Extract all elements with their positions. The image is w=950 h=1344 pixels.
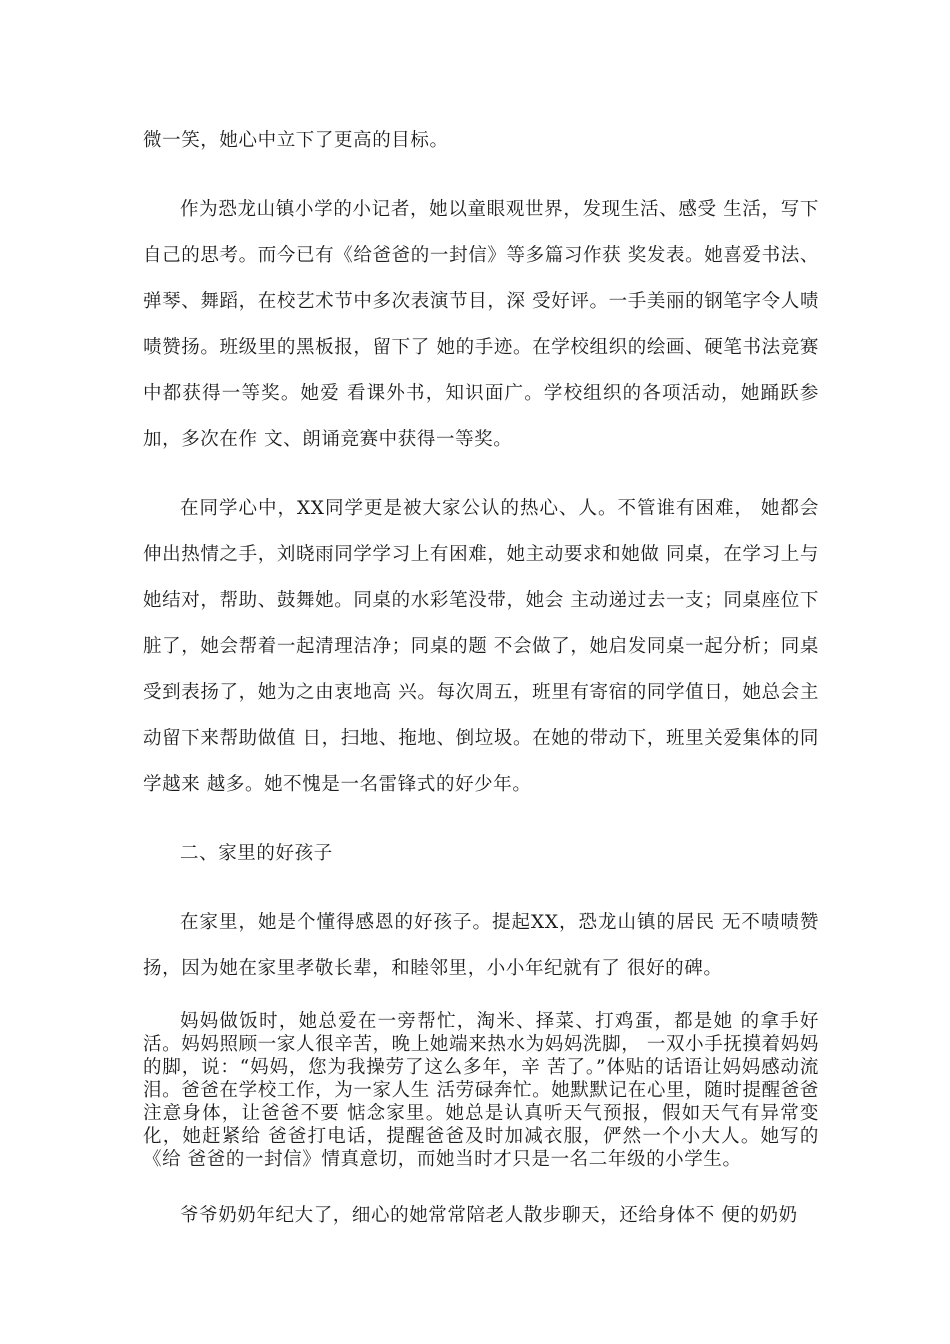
paragraph-2: 作为恐龙山镇小学的小记者，她以童眼观世界，发现生活、感受 生活，写下自己的思考。而今已有《给爸爸的一封信》等多篇习作获 奖发表。她喜爱书法、弹琴、舞蹈，在校艺术节中多次表演节目，深 受好评。一手美丽的钢笔字令人啧啧赞扬。班级里的黑板报，留下了 她的手迹。在学校组织的绘画、硬笔书法竞赛中都获得一等奖。她爱 看课外书，知识面广。学校组织的各项活动，她踊跃参加，多次在作 文、朗诵竞赛中获得一等奖。 [143,199,819,450]
paragraph-1: 微一笑，她心中立下了更高的目标。 [143,130,449,151]
paragraph-3: 在同学心中，XX同学更是被大家公认的热心、人。不管谁有困难， 她都会伸出热情之手，刘晓雨同学学习上有困难，她主动要求和她做 同桌，在学习上与她结对，帮助、鼓舞她。同桌的水彩笔没带，她会 主动递过去一支；同桌座位下脏了，她会帮着一起清理洁净；同桌的题 不会做了，她启发同桌一起分析；同桌受到表扬了，她为之由衷地高 兴。每次周五，班里有寄宿的同学值日，她总会主动留下来帮助做值 日，扫地、拖地、倒垃圾。在她的带动下，班里关爱集体的同学越来 越多。她不愧是一名雷锋式的好少年。 [143,498,819,795]
paragraph-5: 妈妈做饭时，她总爱在一旁帮忙，淘米、择菜、打鸡蛋，都是她 的拿手好活。妈妈照顾一家人很辛苦，晚上她端来热水为妈妈洗脚， 一双小手抚摸着妈妈的脚，说：“妈妈，您为我操劳了这么多年，辛 苦了。”体贴的话语让妈妈感动流泪。爸爸在学校工作，为一家人生 活劳碌奔忙。她默默记在心里，随时提醒爸爸注意身体，让爸爸不要 惦念家里。她总是认真听天气预报，假如天气有异常变化，她赶紧给 爸爸打电话，提醒爸爸及时加减衣服，俨然一个小大人。她写的《给 爸爸的一封信》情真意切，而她当时才只是一名二年级的小学生。 [143,1011,819,1170]
paragraph-6: 爷爷奶奶年纪大了，细心的她常常陪老人散步聊天，还给身体不 便的奶奶 [180,1205,798,1226]
document-page [143,118,819,1239]
paragraph-4: 在家里，她是个懂得感恩的好孩子。提起XX，恐龙山镇的居民 无不啧啧赞扬，因为她在家里孝敬长辈，和睦邻里，小小年纪就有了 很好的碑。 [143,912,819,979]
section-heading: 二、家里的好孩子 [180,843,333,864]
